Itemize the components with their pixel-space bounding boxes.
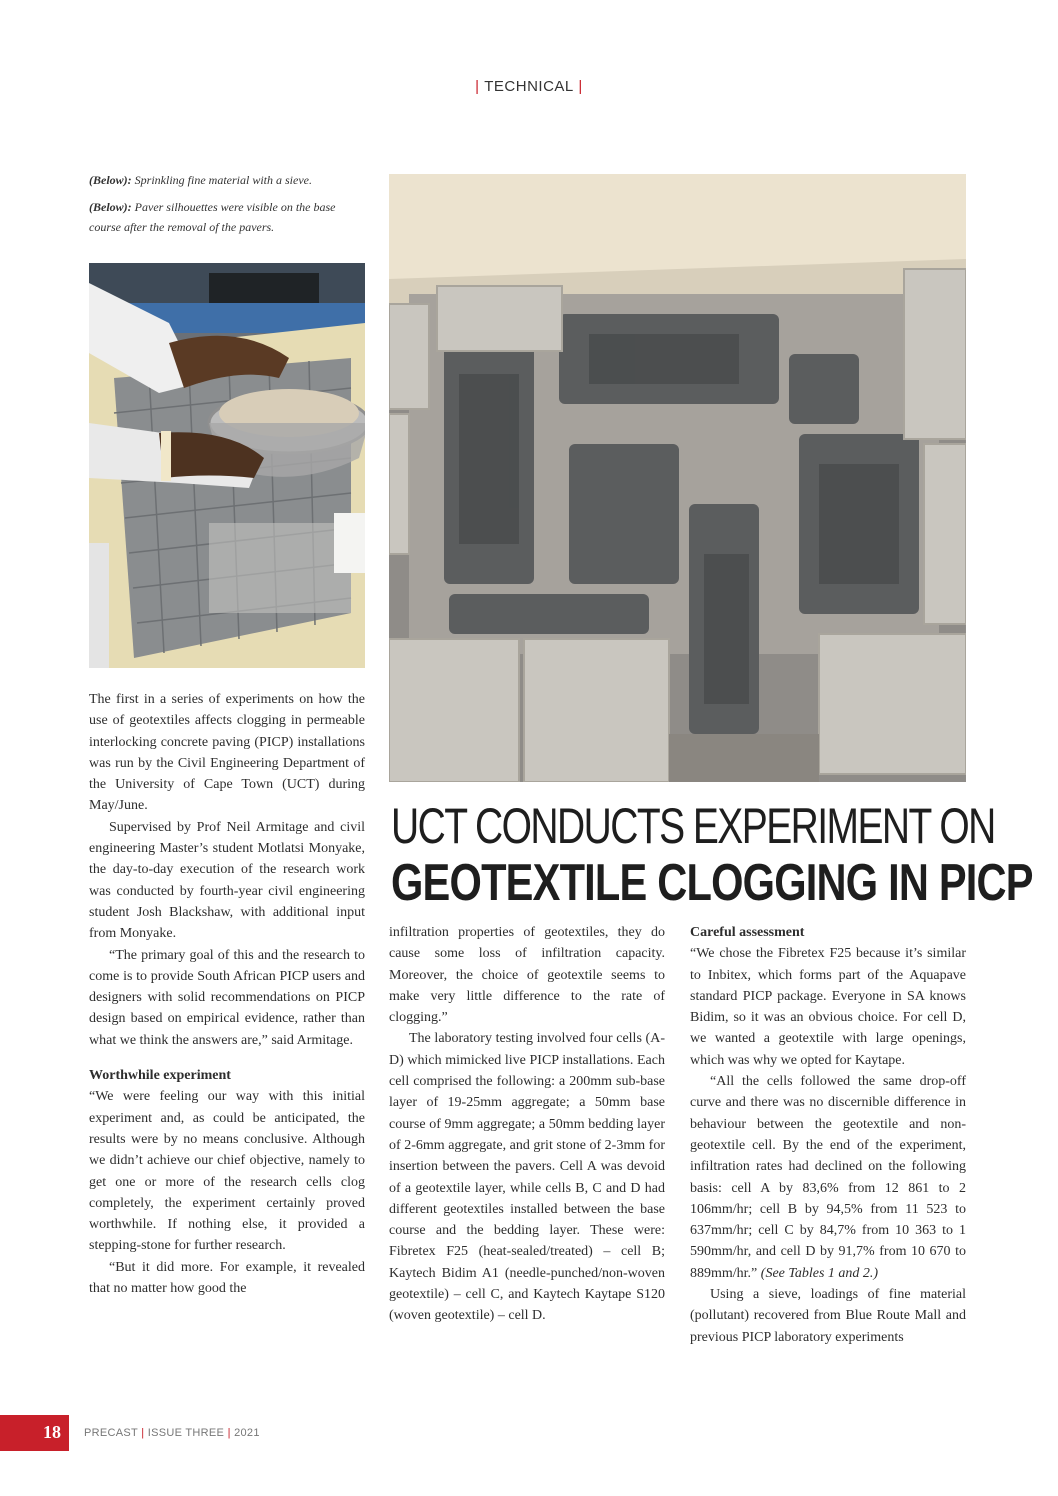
- magazine-name: PRECAST: [84, 1427, 138, 1439]
- article-title: [391, 798, 1033, 912]
- page-number: 18: [43, 1422, 61, 1442]
- caption-1: (Below): Sprinkling fine material with a sieve.: [89, 173, 312, 187]
- table-reference: (See Tables 1 and 2.): [757, 1265, 879, 1281]
- sieve-photo: [89, 263, 365, 668]
- paver-silhouettes-photo: [389, 174, 966, 782]
- footer-info: PRECAST | ISSUE THREE | 2021: [84, 1427, 260, 1439]
- section-label: TECHNICAL: [484, 78, 574, 95]
- subheading: Worthwhile experiment: [89, 1068, 231, 1084]
- title-line-1: UCT CONDUCTS EXPERIMENT ON: [391, 798, 995, 854]
- caption-2: (Below): Paver silhouettes were visible on the base course after the removal of the pavers.: [89, 200, 336, 234]
- article-column-1: [89, 689, 365, 1299]
- article-column-3: [690, 922, 966, 1348]
- year-label: 2021: [234, 1427, 260, 1439]
- paragraph: “The primary goal of this and the research to come is to provide South African PICP users and designers with solid recommendations on PICP design based on empirical evidence, rather than what we think the answers are,” said Armitage.: [89, 947, 365, 1048]
- paragraph: Supervised by Prof Neil Armitage and civil engineering Master’s student Motlatsi Monyake, the day-to-day execution of the research work was conducted by fourth-year civil engineering student Josh Blackshaw, with additional input from Monyake.: [89, 819, 365, 942]
- title-line-2: GEOTEXTILE CLOGGING IN PICP: [391, 854, 1033, 912]
- paragraph: “We were feeling our way with this initial experiment and, as could be anticipated, the results were by no means conclusive. Although we didn’t achieve our chief objective, namely to get one or more of the research cells clog completely, the experiment certainly proved worthwhile. If nothing else, it provided a stepping-stone for further research.: [89, 1089, 365, 1254]
- paragraph: Using a sieve, loadings of fine material (pollutant) recovered from Blue Route Mall and previous PICP laboratory experiments: [690, 1287, 966, 1345]
- paragraph: “But it did more. For example, it revealed that no matter how good the: [89, 1259, 365, 1297]
- paragraph: infiltration properties of geotextiles, they do cause some loss of infiltration capacity. Moreover, the choice of geotextile seems to make very little difference to the rate of clogging.”: [389, 925, 665, 1026]
- section-header: | TECHNICAL |: [475, 78, 583, 95]
- article-column-2: [389, 922, 665, 1327]
- paragraph: The laboratory testing involved four cells (A-D) which mimicked live PICP installations. Each cell comprised the following: a 200mm sub-base layer of 19-25mm aggregate; a 50mm base course of 9mm aggregate; a 50mm bedding layer of 2-6mm aggregate, and grit stone of 2-3mm for insertion between the pavers. Cell A was devoid of a geotextile layer, while cells B, C and D had different geotextiles installed between the base course and the bedding layer. These were: Fibretex F25 (heat-sealed/treated) – cell B; Kaytech Bidim A1 (needle-punched/non-woven geotextile) – cell C, and Kaytech Kaytape S120 (woven geotextile) – cell D.: [389, 1031, 665, 1324]
- issue-label: ISSUE THREE: [147, 1427, 225, 1439]
- paragraph: “We chose the Fibretex F25 because it’s similar to Inbitex, which forms part of the Aquapave standard PICP package. Everyone in SA knows Bidim, so it was an obvious choice. For cell D, we wanted a geotextile with large openings, which was why we opted for Kaytape.: [690, 946, 966, 1068]
- paragraph: “All the cells followed the same drop-off curve and there was no discernible difference in behaviour between the geotextile and non-geotextile cell. By the end of the experiment, infiltration rates had declined on the following basis: cell A by 83,6% from 12 861 to 2 106mm/hr; cell B by 94,5% from 11 523 to 637mm/hr; cell C by 84,7% from 10 363 to 1 590mm/hr, and cell D by 91,7% from 10 670 to 889mm/hr.” (See Tables 1 and 2.): [690, 1074, 966, 1281]
- photo-captions: [89, 170, 365, 244]
- subheading: Careful assessment: [690, 925, 805, 940]
- paragraph: The first in a series of experiments on how the use of geotextiles affects clogging in permeable interlocking concrete paving (PICP) installations was run by the Civil Engineering Department of the University of Cape Town (UCT) during May/June.: [89, 692, 365, 814]
- page-number-box: [0, 1415, 69, 1451]
